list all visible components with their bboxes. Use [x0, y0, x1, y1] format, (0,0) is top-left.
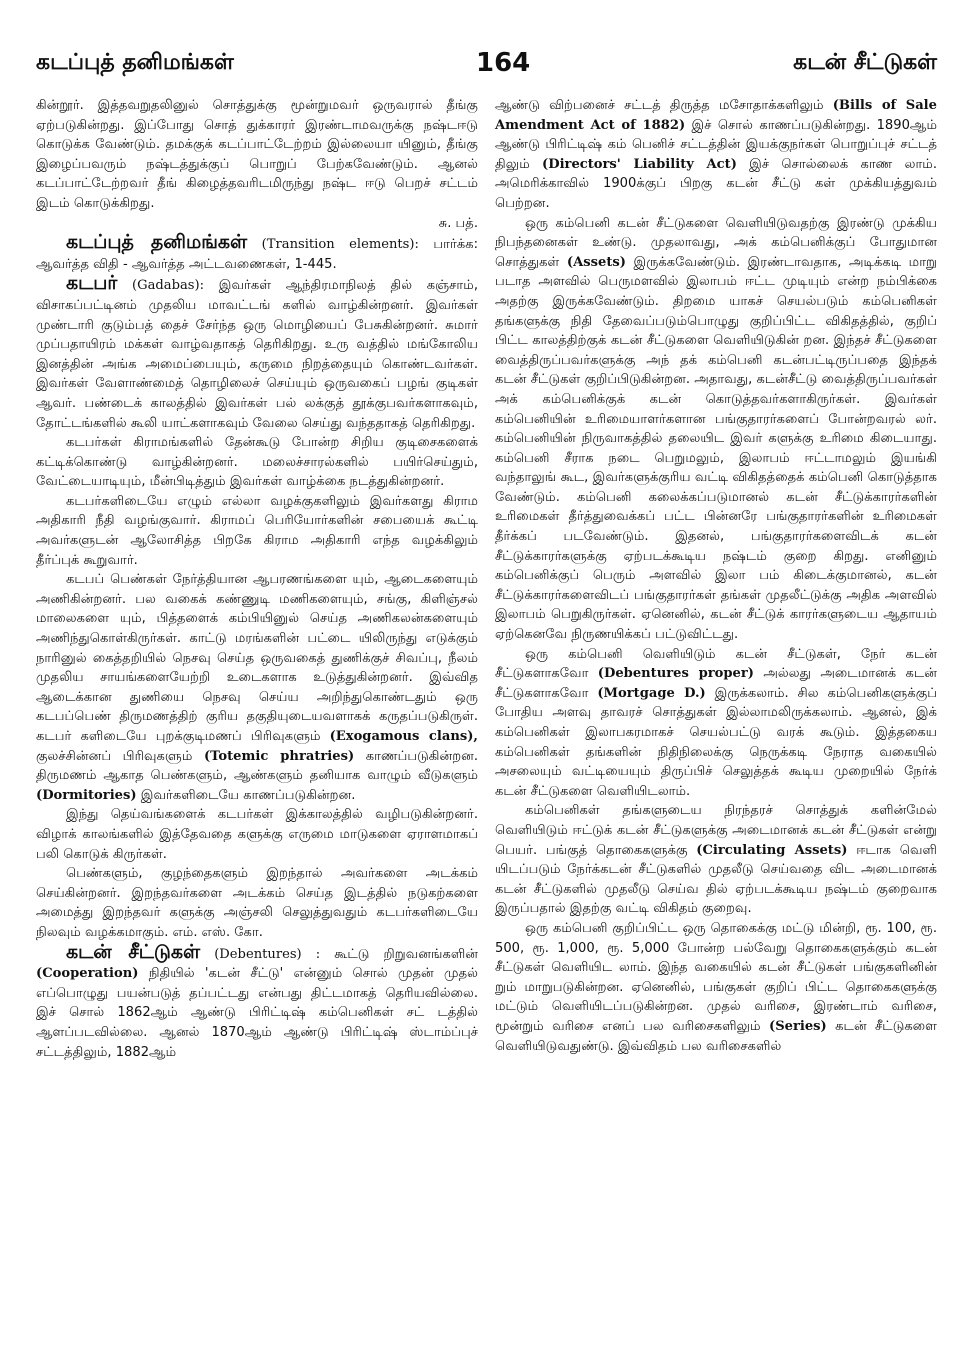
entry-heading: கடபர்: [66, 272, 118, 295]
page-number: 164: [476, 48, 531, 78]
paragraph: பெண்களும், குழந்தைகளும் இறந்தால் அவர்களை அடக்கம் செய்கின்றனர். இறந்தவர்களை அடக்கம் செய்த இடத்தில் நடுகற்களை அமைத்து இறந்தவர் களுக்கு அஞ்சலி செலுத்துவதும் கடபர்களிடையே நிலவும் வழக்கமாகும். எம். எஸ். கோ.: [36, 866, 478, 940]
paragraph: இந்து தெய்வங்களைக் கடபர்கள் இக்காலத்தில் வழிபடுகின்றனர். விழாக் காலங்களில் இத்தேவதை களுக்கு எருமை மாடுகளை ஏராளமாகப் பலி கொடுக் கிருர்கள்.: [36, 807, 478, 862]
paragraph: கடபப் பெண்கள் நேர்த்தியான ஆபரணங்களை யும், ஆடைகளையும் அணிகின்றனர். பல வகைக் கண்ணுடி மணிகளையும், சங்கு, கிளிஞ்சல் மாலைகளை யும், பித்தளைக் கம்பியினுல் செய்த அணிகலன்களையும் அணிந்துகொள்கிருர்கள். காட்டு மரங்களின் பட்டை யிலிருந்து எடுக்கும் நாரினுல் கைத்தறியில் நெசவு செய்த ஒருவகைத் துணிக்குச் சிவப்பு, நீலம் முதலிய சாயங்களையேற்றி உடைகளாக உடுத்துகின்றனர். இவ்வித ஆடைக்கான துணியை நெசவு செய்ய அறிந்துகொண்டதும் ஒரு கடபப்பெண் திருமணத்திற் குரிய தகுதியுடையவளாகக் கருதப்படுகிருள். கடபர் களிடையே புறக்குடிமணப் பிரிவுகளும் (Exogamous clans), குலச்சின்னப் பிரிவுகளும் (Totemic phratries) காணப்படுகின்றன. திருமணம் ஆகாத பெண்களும், ஆண்களும் தனியாக வாழும் வீடுகளும் (Dormitories) இவர்களிடையே காணப்படுகின்றன.: [36, 572, 478, 803]
paragraph: கின்றூர். இத்தவறுதலினுல் சொத்துக்கு மூன்றுமவர் ஒருவரால் தீங்கு ஏற்படுகின்றது. இப்போது சொத் துக்காரர் இரண்டாமவருக்கு நஷ்டஈடு கொடுக்க வேண்டும். தமக்குக் கடப்பாட்டேற்றம் இல்லையா யினும், தீங்கு இழைப்பவரும் நஷ்டத்துக்குப் பொறுப் பேற்கவேண்டும். ஆனல் கடப்பாட்டேற்றவர் தீங் கிழைத்தவரிடமிருந்து நஷ்ட ஈடு பெறச் சட்டம் இடம் கொடுக்கிறது.: [36, 98, 478, 211]
author-initials: சு. பத்.: [438, 215, 478, 231]
entry-gadabas: கடபர் (Gadabas): இவர்கள் ஆந்திரமாநிலத் தில் கஞ்சாம், விசாகப்பட்டினம் முதலிய மாவட்டங் களில் வாழ்கின்றனர். இவர்கள் முண்டாரி குடும்பத் தைச் சேர்ந்த ஒரு மொழியைப் பேசுகின்றனர். சுமார் முப்பதாயிரம் மக்கள் வாழ்வதாகத் தெரிகிறது. உரு வத்தில் மங்கோலிய இனத்தின் அங்க அமைப்பையும், கருமை நிறத்தையும் கொண்டவர்கள். இவர்கள் வேளாண்மைத் தொழிலைச் செய்யும் ஒருவகைப் பழங் குடிகள் ஆவர். பண்டைக் காலத்தில் இவர்கள் பல் லக்குத் தூக்குபவர்களாகவும், தோட்டங்களில் கூலி யாட்களாகவும் வேலை செய்து வந்ததாகத் தெரிகிறது.: [36, 272, 478, 431]
paragraph: ஒரு கம்பெனி வெளியிடும் கடன் சீட்டுகள், நேர் கடன் சீட்டுகளாகவோ (Debentures proper) அல்லது அடைமானக் கடன் சீட்டுகளாகவோ (Mortgage D.) இருக்கலாம். சில கம்பெனிகளுக்குப் போதிய அளவு தாவரச் சொத்துகள் இல்லாமலிருக்கலாம். ஆனல், இக் கம்பெனிகள் இலாபகரமாகச் செயல்பட்டு வரக் கூடும். இத்தகைய கம்பெனிகள் தங்களின் நிதிநிலைக்கு நெருக்கடி நேராத வகையில் அசலையும் வட்டியையும் திருப்பிச் செலுத்தக் கூடிய முறையில் நேர்க் கடன் சீட்டுகளை வெளியிடலாம்.: [495, 646, 938, 799]
paragraph: கம்பெனிகள் தங்களுடைய நிரந்தரச் சொத்துக் களின்மேல் வெளியிடும் ஈட்டுக் கடன் சீட்டுகளுக்கு அடைமானக் கடன் சீட்டுகள் என்று பெயர். பங்குத் தொகைகளுக்கு (Circulating Assets) ஈடாக வெளி யிடப்படும் நேர்க்கடன் சீட்டுகளில் முதலீடு செய்வதை விட அடைமானக் கடன் சீட்டுகளில் முதலீடு செய்வ தில் ஏற்படக்கூடிய நஷ்டம் குறைவாக இருப்பதால் இதற்கு வட்டி விகிதம் குறைவு.: [495, 803, 938, 917]
right-column: [495, 96, 937, 1062]
author-initials: எம். எஸ். கோ.: [172, 924, 263, 940]
paragraph: ஒரு கம்பெனி குறிப்பிட்ட ஒரு தொகைக்கு மட்டு மின்றி, ரூ. 100, ரூ. 500, ரூ. 1,000, ரூ. 5,000 போன்ற பல்வேறு தொகைகளுக்கும் கடன் சீட்டுகள் வெளியிட லாம். இந்த வகையில் கடன் சீட்டுகள் பங்குகளினின் றும் மாறுபடுகின்றன. ஏனெனில், பங்குகள் குறிப் பிட்ட தொகைகளுக்கு மட்டும் வெளியிடப்படுகின்றன. முதல் வரிசை, இரண்டாம் வரிசை, மூன்றும் வரிசை எனப் பல வரிசைகளிலும் (Series) கடன் சீட்டுகளை வெளியிடுவதுண்டு. இவ்விதம் பல வரிசைகளில்: [495, 920, 937, 1054]
paragraph: கடபர்களிடையே எழும் எல்லா வழக்குகளிலும் இவர்களது கிராம அதிகாரி நீதி வழங்குவார். கிராமப் பெரியோர்களின் சபையைக் கூட்டி அவர்களுடன் ஆலோசித்த பிறகே கிராம அதிகாரி எந்த வழக்கிலும் தீர்ப்புக் கூறுவார்.: [36, 493, 478, 568]
running-header: [36, 50, 937, 96]
header-right-title: கடன் சீட்டுகள்: [793, 50, 937, 75]
entry-heading: கடப்புத் தனிமங்கள்: [66, 231, 248, 254]
paragraph: ஒரு கம்பெனி கடன் சீட்டுகளை வெளியிடுவதற்கு இரண்டு முக்கிய நிபந்தனைகள் உண்டு. முதலாவது, அக் கம்பெனிக்குப் போதுமான சொத்துகள் (Assets) இருக்கவேண்டும். இரண்டாவதாக, அடிக்கடி மாறு படாத அளவில் பெருமளவில் இலாபம் ஈட்ட முடியும் என்ற நம்பிக்கை அதற்கு இருக்கவேண்டும். திறமை யாகச் செயல்படும் கம்பெனிகள் தங்களுக்கு நிதி தேவைப்படும்பொழுது குறிப்பிட்ட விகிதத்தில், குறிப் பிட்ட காலத்திற்குக் கடன் சீட்டுகளை வெளியிடுகின் றன. இந்தச் சீட்டுகளை வைத்திருப்பவர்களுக்கு அந் தக் கம்பெனி கடன்பட்டிருப்பதை இந்தக் கடன் சீட்டுகள் குறிப்பிடுகின்றன. அதாவது, கடன்சீட்டு வைத்திருப்பவர்கள் அக் கம்பெனிக்குக் கடன் கொடுத்தவர்களாகிருர்கள். இவர்கள் கம்பெனியின் உரிமையாளர்களான பங்குதாரர்களைப் போன்றவரல் லர். கம்பெனியின் நிருவாகத்தில் தலையிட இவர் களுக்கு உரிமை கிடையாது. கம்பெனி சீராக நடை பெறுமலும், இலாபம் ஈட்டாமலும் இயங்கி வந்தாலுங் கூட, இவர்களுக்குரிய வட்டி விகிதத்தைக் கம்பெனி கொடுத்தாக வேண்டும். கம்பெனி கலைக்கப்படுமானல் கடன் சீட்டுக்காரர்களின் உரிமைகள் தீர்த்துவைக்கப் பட்ட பின்னரே பங்குதாரர்களின் உரிமைகள் தீர்க்கப் படவேண்டும். இதனல், பங்குதாரர்களைவிடக் கடன் சீட்டுக்காரர்களுக்கு ஏற்படக்கூடிய நஷ்டம் குறை கிறது. எனினும் கம்பெனிக்குப் பெரும் அளவில் இலா பம் கிடைக்குமானல், கடன் சீட்டுக்காரர்களைவிடப் பங்குதாரர்கள் தங்கள் முதலீட்டுக்கு அதிக அளவில் இலாபம் பெறுகிருர்கள். ஏனெனில், கடன் சீட்டுக் காரர்களுடைய ஆதாயம் ஏற்கெனவே நிருணயிக்கப் பட்டுவிட்டது.: [495, 215, 938, 643]
entry-debentures: கடன் சீட்டுகள் (Debentures) : கூட்டு றிறுவனங்களின் (Cooperation) நிதியில் 'கடன் சீட்டு' என்னும் சொல் முதன் முதல் எப்பொழுது பயன்படுத் தப்பட்டது என்பது திட்டமாகத் தெரியவில்லை. இச் சொல் 1862ஆம் ஆண்டு பிரிட்டிஷ் கம்பெனிகள் சட் டத்தில் ஆளப்படவில்லை. ஆனல் 1870ஆம் ஆண்டு பிரிட்டிஷ் ஸ்டாம்ப்புச் சட்டத்திலும், 1882ஆம்: [36, 940, 478, 1060]
entry-heading: கடன் சீட்டுகள்: [66, 940, 201, 963]
two-column-body: [36, 96, 937, 1062]
entry-transition-elements: கடப்புத் தனிமங்கள் (Transition elements): பார்க்க: ஆவர்த்த விதி - ஆவர்த்த அட்டவணைகள், 1-445.: [36, 231, 478, 272]
header-left-title: கடப்புத் தனிமங்கள்: [36, 50, 234, 75]
paragraph: ஆண்டு விற்பனைச் சட்டத் திருத்த மசோதாக்களிலும் (Bills of Sale Amendment Act of 1882) இச் சொல் காணப்படுகின்றது. 1890ஆம் ஆண்டு பிரிட்டிஷ் கம் பெனிச் சட்டத்தின் இயக்குநர்கள் பொறுப்புச் சட்டத் திலும் (Directors' Liability Act) இச் சொல்லைக் காண லாம். அமெரிக்காவில் 1900க்குப் பிறகு கடன் சீட்டு கள் முக்கியத்துவம் பெற்றன.: [495, 98, 937, 211]
paragraph: கடபர்கள் கிராமங்களில் தேன்கூடு போன்ற சிறிய குடிசைகளைக் கட்டிக்கொண்டு வாழ்கின்றனர். மலைச்சாரல்களில் பயிர்செய்தும், வேட்டையாடியும், மீன்பிடித்தும் இவர்கள் வாழ்க்கை நடத்துகின்றனர்.: [36, 435, 478, 490]
left-column: [36, 96, 478, 1062]
